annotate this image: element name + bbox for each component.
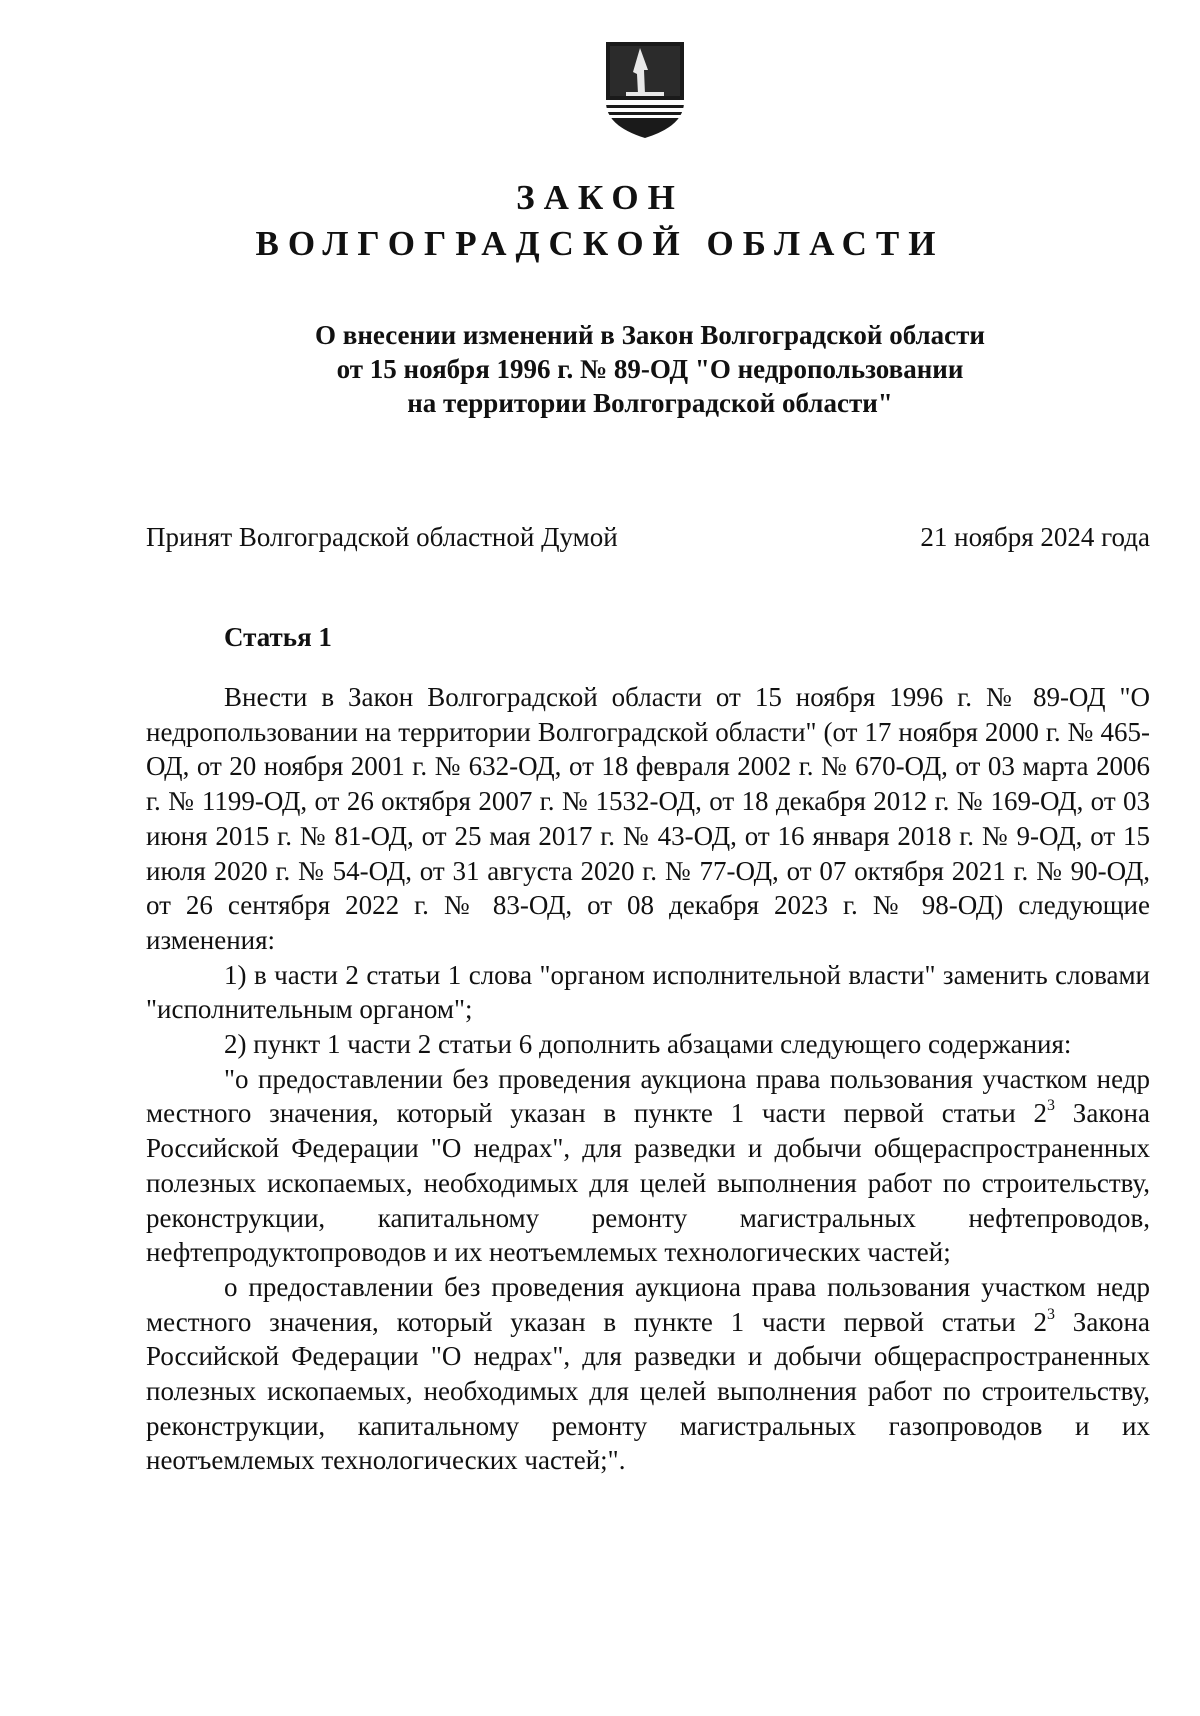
- article-intro-paragraph: Внести в Закон Волгоградской области от 15 ноября 1996 г. № 89-ОД "О недропользовании на территории Волгоградской области" (от 17 ноября 2000 г. № 465-ОД, от 20 ноября 2001 г. № 632-ОД, от 18 февраля 2002 г. № 670-ОД, от 03 марта 2006 г. № 1199-ОД, от 26 октября 2007 г. № 1532-ОД, от 18 декабря 2012 г. № 169-ОД, от 03 июня 2015 г. № 81-ОД, от 25 мая 2017 г. № 43-ОД, от 16 января 2018 г. № 9-ОД, от 15 июля 2020 г. № 54-ОД, от 31 августа 2020 г. № 77-ОД, от 07 октября 2021 г. № 90-ОД, от 26 сентября 2022 г. № 83-ОД, от 08 декабря 2023 г. № 98-ОД) следующие изменения:: [146, 682, 1150, 955]
- document-type-title: ЗАКОН: [516, 178, 684, 217]
- article-body: [146, 680, 1150, 1478]
- inserted-paragraph-2: [146, 1270, 1150, 1478]
- superscript: 3: [1047, 1097, 1056, 1115]
- paragraph-text: "о предоставлении без проведения аукциона права пользования участком недр местного значения, который указан в пункте 1 части первой статьи 2: [146, 1063, 1150, 1129]
- adoption-row: [146, 520, 1150, 554]
- subtitle-line: на территории Волгоградской области": [407, 388, 893, 418]
- adoption-text: Принят Волгоградской областной Думой: [146, 522, 618, 552]
- coat-of-arms-icon: [604, 40, 686, 140]
- inserted-paragraph-1: [146, 1062, 1150, 1270]
- article-heading: Статья 1: [224, 622, 332, 652]
- subtitle-line: от 15 ноября 1996 г. № 89-ОД "О недропользовании: [336, 354, 964, 384]
- subtitle-line: О внесении изменений в Закон Волгоградской области: [315, 320, 985, 350]
- amendment-item-2: 2) пункт 1 части 2 статьи 6 дополнить абзацами следующего содержания:: [224, 1029, 1072, 1060]
- superscript: 3: [1047, 1305, 1056, 1323]
- law-subtitle: [200, 318, 1100, 420]
- paragraph-text: Закона Российской Федерации "О недрах", для разведки и добычи общераспространенных полезных ископаемых, необходимых для целей выполнения работ по строительству, реконструкции, капитальному ремонту магистральных газопроводов и их неотъемлемых технологических частей;".: [146, 1306, 1150, 1476]
- paragraph-text: Закона Российской Федерации "О недрах", для разведки и добычи общераспространенных полезных ископаемых, необходимых для целей выполнения работ по строительству, реконструкции, капитальному ремонту магистральных нефтепроводов, нефтепродуктопроводов и их неотъемлемых технологических частей;: [146, 1098, 1150, 1268]
- region-title: ВОЛГОГРАДСКОЙ ОБЛАСТИ: [255, 224, 945, 263]
- paragraph-text: о предоставлении без проведения аукциона права пользования участком недр местного значения, который указан в пункте 1 части первой статьи 2: [146, 1271, 1150, 1337]
- amendment-item-1: 1) в части 2 статьи 1 слова "органом исполнительной власти" заменить словами "исполнительным органом";: [146, 959, 1150, 1025]
- adoption-date: 21 ноября 2024 года: [920, 522, 1150, 552]
